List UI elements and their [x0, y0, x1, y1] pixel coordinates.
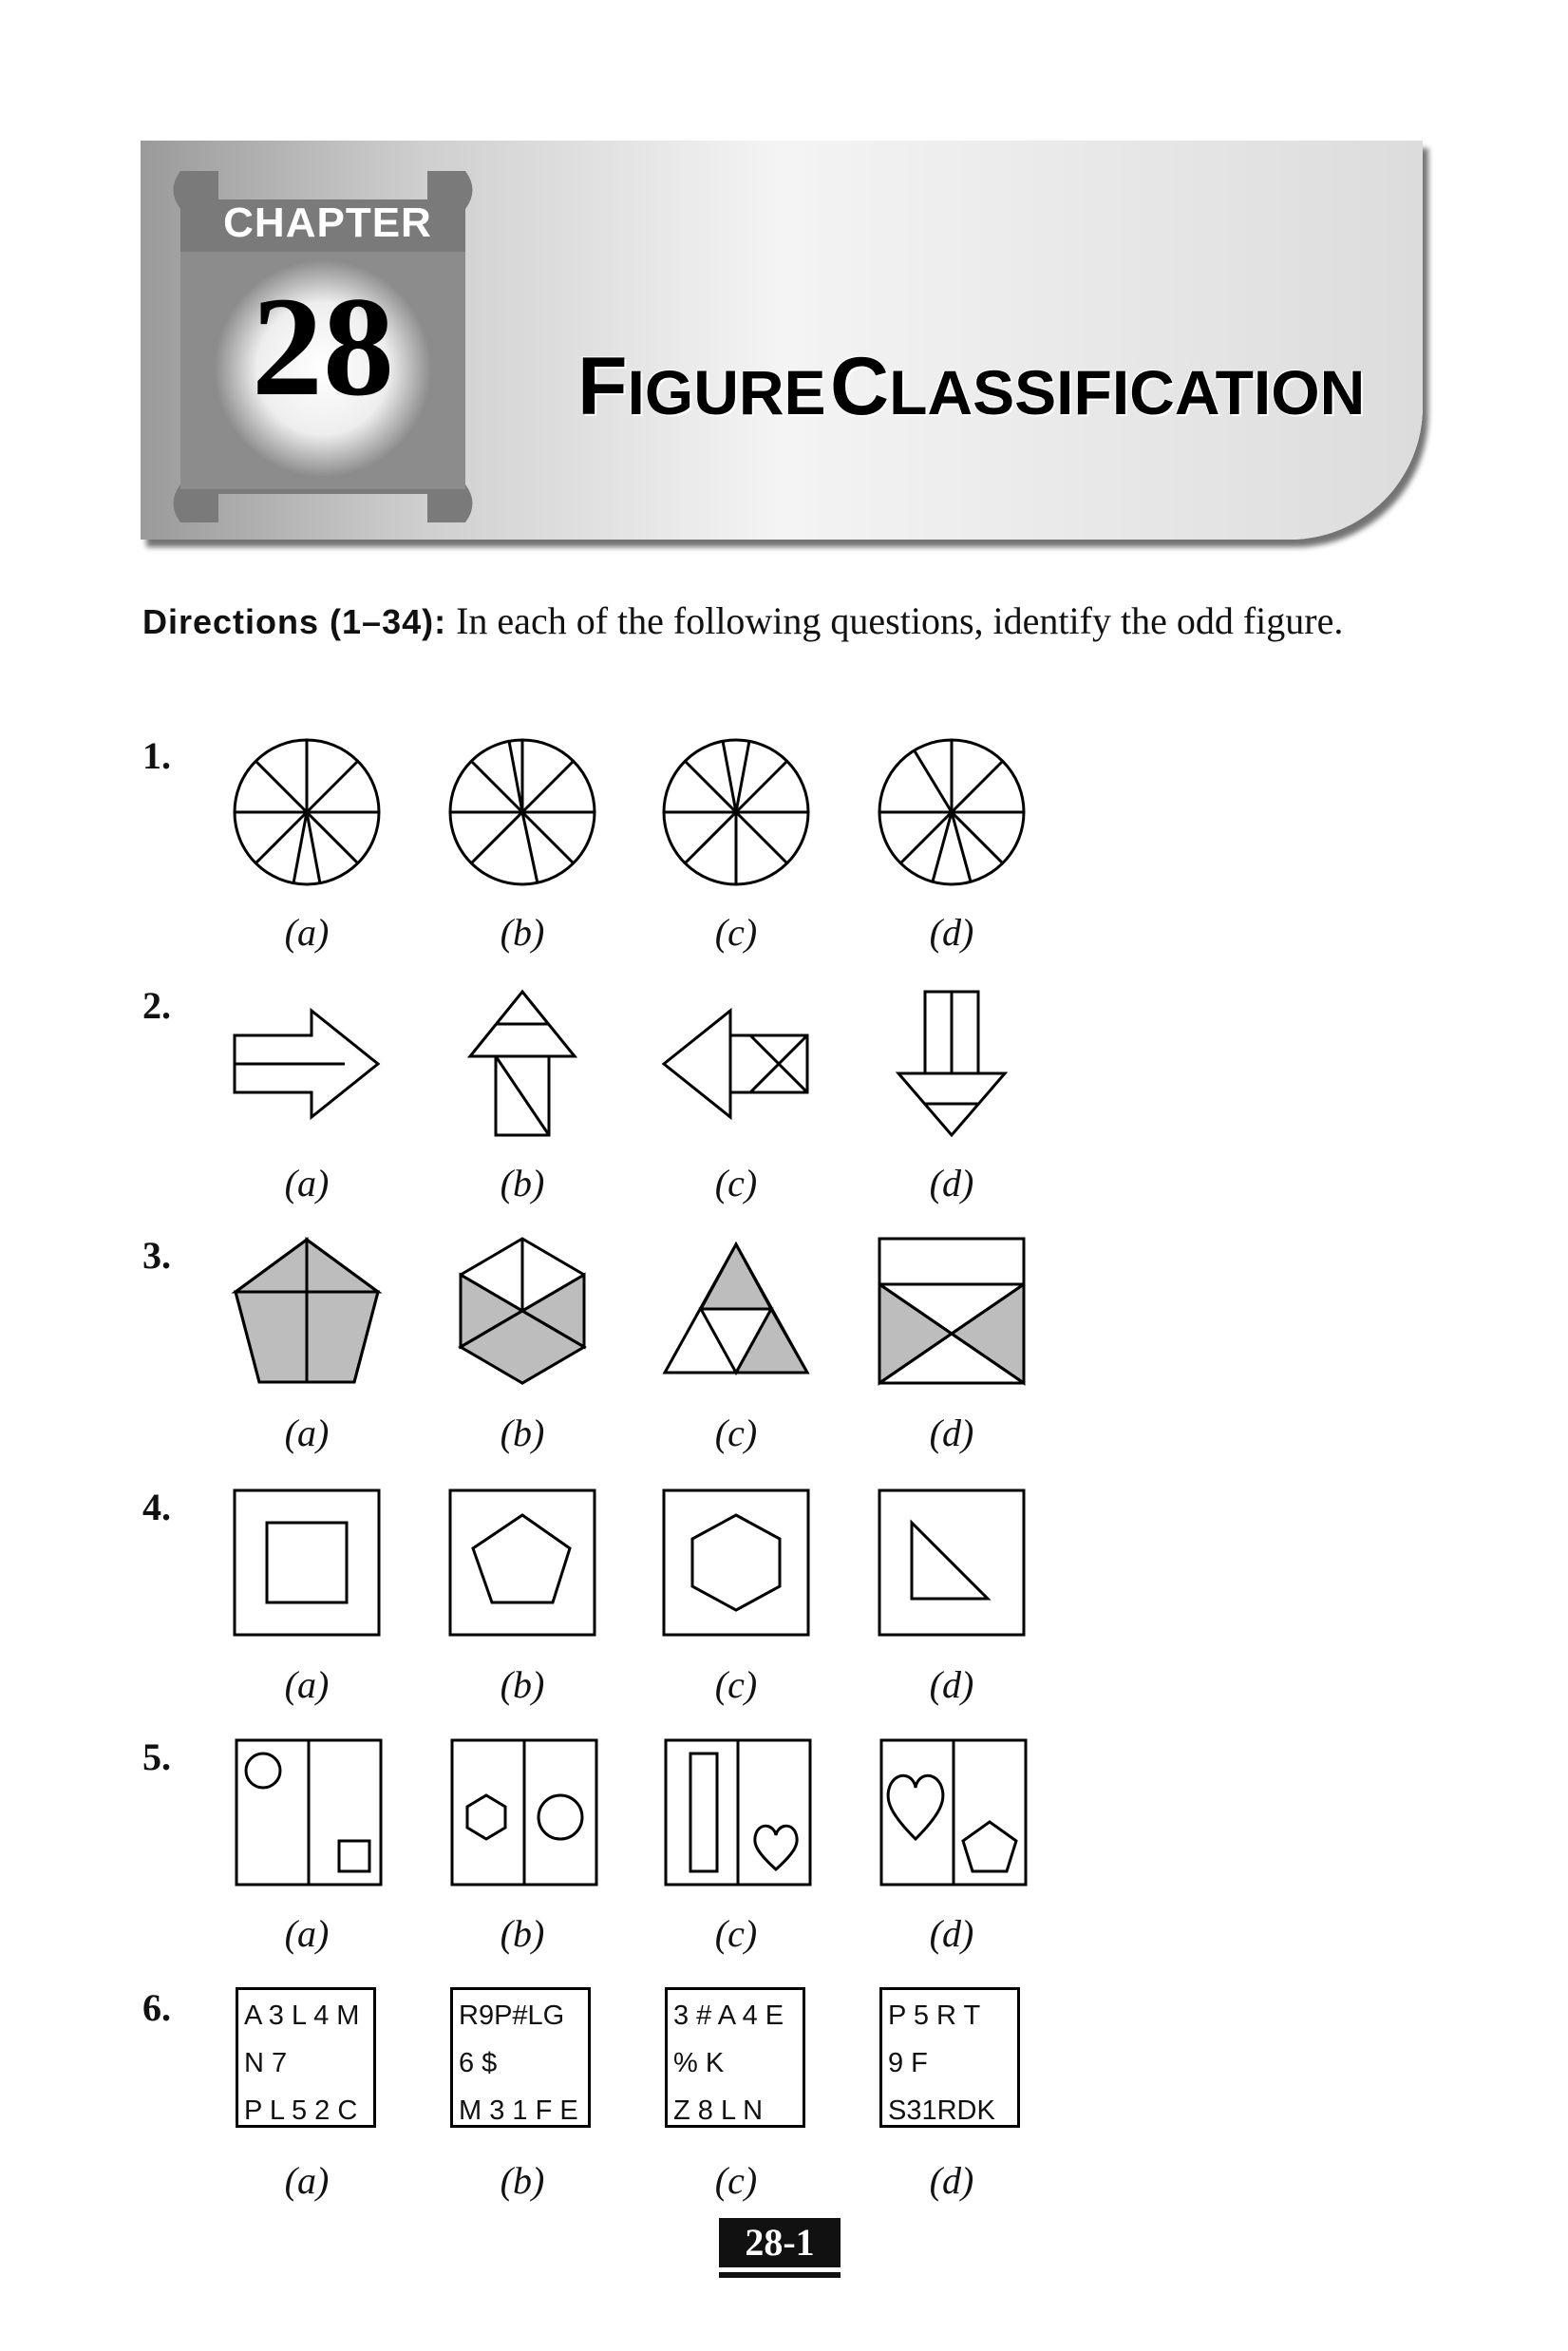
- q4-figure-a: [231, 1487, 383, 1639]
- box-line: 9 F: [888, 2048, 928, 2078]
- option-label-b: (b): [500, 1412, 545, 1454]
- option-label-b: (b): [500, 1912, 545, 1955]
- option-label-c: (c): [714, 1162, 758, 1204]
- box-line: N 7: [244, 2048, 288, 2078]
- q3-figure-c: [660, 1235, 812, 1387]
- directions-label: Directions (1–34):: [142, 602, 447, 641]
- q4-figure-d: [876, 1487, 1028, 1639]
- option-label-a: (a): [284, 1412, 330, 1454]
- title-word: LASSIFICATION: [889, 357, 1366, 427]
- q4-figure-c: [660, 1487, 812, 1639]
- title-initial: F: [577, 341, 628, 432]
- question-number: 4.: [142, 1486, 171, 1528]
- option-label-b: (b): [500, 1663, 545, 1706]
- question-number: 3.: [142, 1234, 171, 1277]
- q4-figure-b: [446, 1487, 598, 1639]
- q1-figure-b: [446, 736, 598, 888]
- directions: [142, 597, 1425, 647]
- q6-box-a: [236, 1987, 376, 2128]
- q5-figure-d: [878, 1736, 1030, 1888]
- option-label-a: (a): [284, 1663, 330, 1706]
- q5-figure-b: [448, 1736, 600, 1888]
- q2-figure-b: [446, 988, 598, 1140]
- q1-figure-d: [876, 736, 1028, 888]
- chapter-label: CHAPTER: [223, 199, 432, 246]
- option-label-c: (c): [714, 1412, 758, 1454]
- q6-box-b: [450, 1987, 591, 2128]
- option-label-a: (a): [284, 911, 330, 954]
- box-line: M 3 1 F E: [459, 2095, 578, 2126]
- box-line: 3 # A 4 E: [673, 2000, 784, 2031]
- q2-figure-a: [231, 988, 383, 1140]
- page-number-rule: [719, 2272, 841, 2278]
- question-number: 2.: [142, 984, 171, 1027]
- q1-figure-a: [231, 736, 383, 888]
- option-label-d: (d): [929, 1912, 974, 1955]
- option-label-a: (a): [284, 1912, 330, 1955]
- title-initial: C: [830, 341, 890, 432]
- box-line: Z 8 L N: [673, 2095, 764, 2126]
- option-label-a: (a): [284, 2159, 330, 2202]
- box-line: P L 5 2 C: [244, 2095, 358, 2126]
- directions-text: In each of the following questions, identify the odd figure.: [456, 599, 1344, 642]
- q1-figure-c: [660, 736, 812, 888]
- page-number: 28-1: [719, 2218, 841, 2267]
- option-label-c: (c): [714, 2159, 758, 2202]
- q3-figure-a: [231, 1235, 383, 1387]
- option-label-d: (d): [929, 911, 974, 954]
- box-line: A 3 L 4 M: [244, 2000, 360, 2031]
- option-label-d: (d): [929, 2159, 974, 2202]
- title-word: IGURE: [627, 357, 826, 427]
- q2-figure-d: [876, 988, 1028, 1140]
- option-label-d: (d): [929, 1663, 974, 1706]
- chapter-number: 28: [252, 268, 394, 426]
- q5-figure-c: [662, 1736, 814, 1888]
- question-number: 1.: [142, 734, 171, 777]
- box-line: % K: [673, 2048, 725, 2078]
- box-line: S31RDK: [888, 2095, 995, 2126]
- q5-figure-a: [233, 1736, 385, 1888]
- option-label-c: (c): [714, 911, 758, 954]
- q3-figure-b: [446, 1235, 598, 1387]
- option-label-a: (a): [284, 1162, 330, 1204]
- box-line: P 5 R T: [888, 2000, 981, 2031]
- option-label-b: (b): [500, 911, 545, 954]
- option-label-d: (d): [929, 1162, 974, 1204]
- q6-box-d: [879, 1987, 1020, 2128]
- question-number: 5.: [142, 1735, 171, 1778]
- q3-figure-d: [876, 1235, 1028, 1387]
- chapter-title: [577, 340, 1365, 434]
- box-line: R9P#LG: [459, 2000, 565, 2031]
- q2-figure-c: [660, 988, 812, 1140]
- option-label-c: (c): [714, 1912, 758, 1955]
- option-label-d: (d): [929, 1412, 974, 1454]
- box-line: 6 $: [459, 2048, 498, 2078]
- question-number: 6.: [142, 1986, 171, 2029]
- option-label-c: (c): [714, 1663, 758, 1706]
- option-label-b: (b): [500, 1162, 545, 1204]
- option-label-b: (b): [500, 2159, 545, 2202]
- q6-box-c: [665, 1987, 805, 2128]
